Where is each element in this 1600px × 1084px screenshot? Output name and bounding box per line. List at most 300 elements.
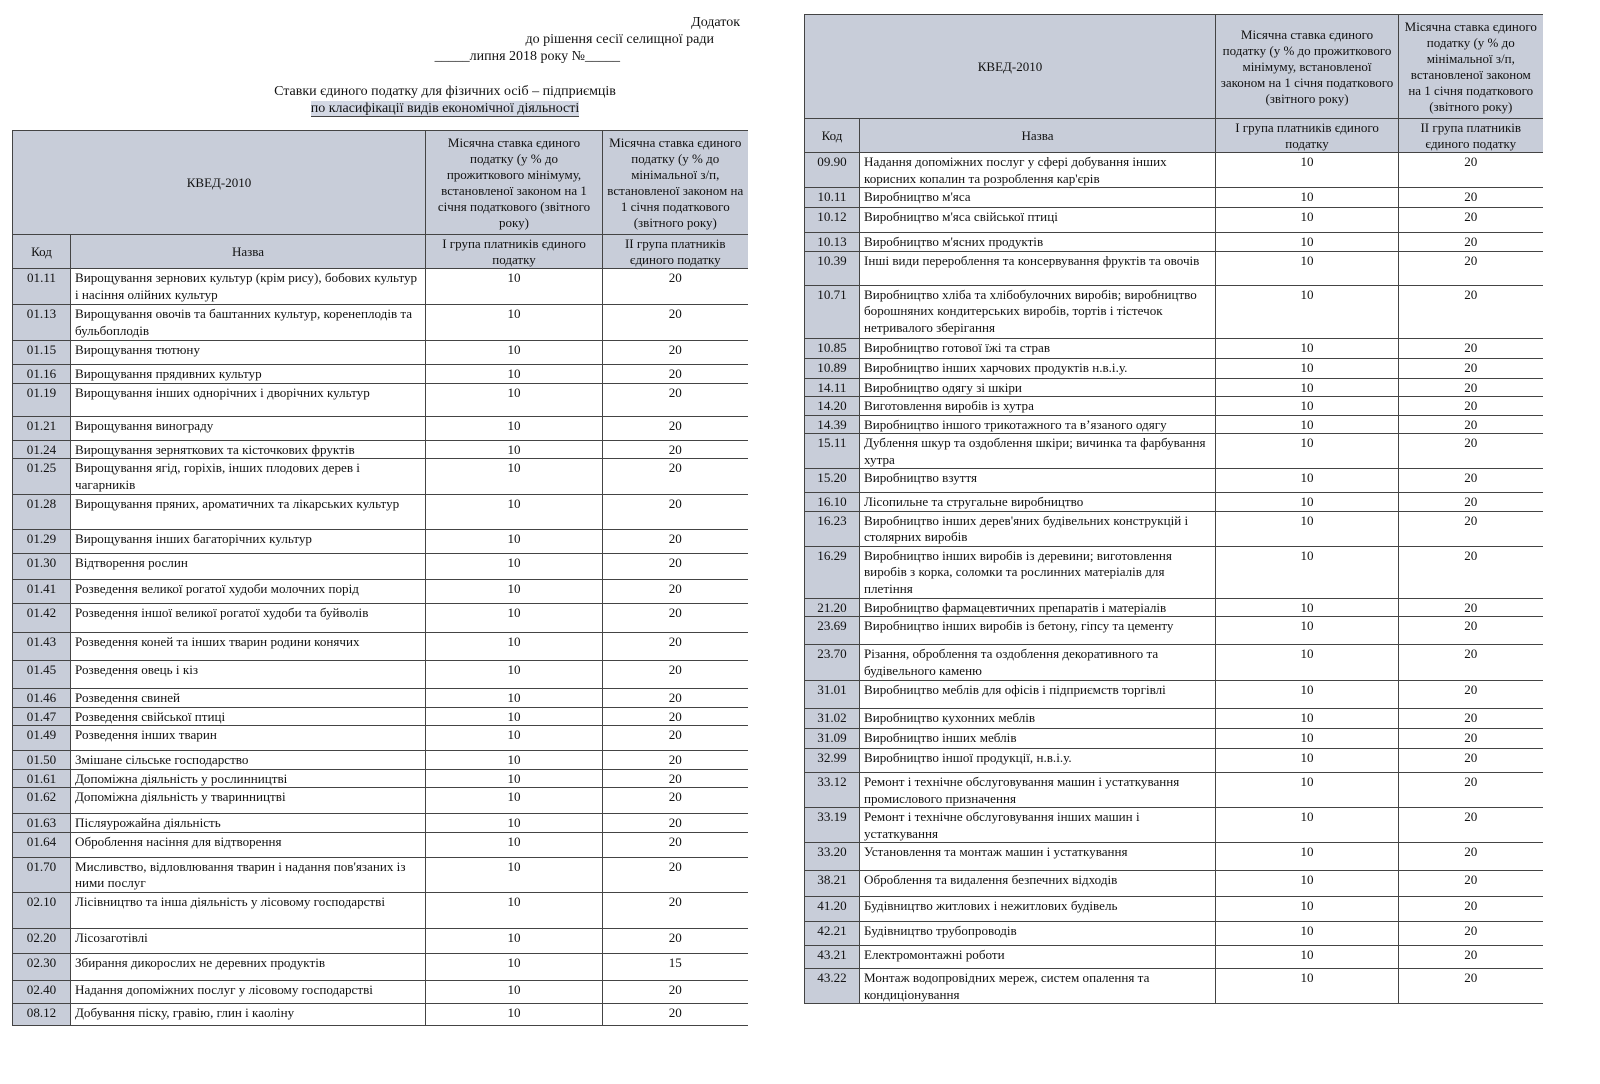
kved-code: 01.47 (13, 707, 71, 726)
group1-rate: 10 (1216, 871, 1399, 897)
activity-name: Вирощування пряних, ароматичних та лікарських культур (71, 495, 426, 530)
kved-code: 08.12 (13, 1003, 71, 1025)
group2-rate: 20 (1399, 749, 1543, 773)
table-row (13, 580, 748, 604)
group1-rate: 10 (426, 341, 603, 365)
group1-rate: 10 (426, 707, 603, 726)
table-row (13, 383, 748, 416)
group2-rate: 20 (603, 661, 748, 689)
table-row (13, 661, 748, 689)
table-row (13, 530, 748, 554)
group1-rate: 10 (1216, 598, 1399, 617)
table-row (805, 153, 1543, 188)
rate-header-1: Місячна ставка єдиного податку (у % до прожиткового мінімуму, встановленої законом на 1 січня податкового (звітного року) (1216, 15, 1399, 119)
appendix-label: Додаток (691, 15, 740, 30)
group2-rate: 20 (1399, 773, 1543, 808)
activity-name: Вирощування зернових культур (крім рису), бобових культур і насіння олійних культур (71, 269, 426, 305)
table-row (13, 769, 748, 788)
kved-code: 33.12 (805, 773, 860, 808)
group2-rate: 20 (603, 530, 748, 554)
activity-name: Виробництво взуття (860, 469, 1216, 493)
group1-rate: 10 (1216, 378, 1399, 397)
kved-code: 01.45 (13, 661, 71, 689)
table-row (805, 434, 1543, 469)
group2-rate: 20 (1399, 338, 1543, 358)
name-header: Назва (860, 119, 1216, 153)
group1-rate: 10 (426, 980, 603, 1003)
kved-code: 23.70 (805, 645, 860, 681)
kved-code: 10.89 (805, 358, 860, 378)
group2-rate: 20 (1399, 511, 1543, 546)
group2-rate: 20 (1399, 233, 1543, 252)
kved-code: 10.39 (805, 251, 860, 285)
kved-header: КВЕД-2010 (13, 131, 426, 235)
table-row (13, 633, 748, 661)
kved-header: КВЕД-2010 (805, 15, 1216, 119)
table-row (805, 598, 1543, 617)
table-row (805, 749, 1543, 773)
table-row (805, 358, 1543, 378)
group2-rate: 20 (1399, 397, 1543, 416)
left-page (0, 0, 790, 1084)
group2-rate: 20 (1399, 208, 1543, 233)
activity-name: Виробництво м'яса свійської птиці (860, 208, 1216, 233)
group2-rate: 20 (603, 554, 748, 580)
document-title: Ставки єдиного податку для фізичних осіб – підприємців (274, 84, 616, 99)
kved-code: 01.29 (13, 530, 71, 554)
group1-rate: 10 (426, 530, 603, 554)
table-row (805, 188, 1543, 208)
activity-name: Будівництво житлових і нежитлових будівель (860, 897, 1216, 922)
group1-rate: 10 (426, 269, 603, 305)
activity-name: Вирощування прядивних культур (71, 365, 426, 384)
group2-rate: 20 (603, 928, 748, 953)
group2-rate: 20 (1399, 378, 1543, 397)
kved-code: 01.50 (13, 751, 71, 770)
document-header (180, 14, 740, 117)
table-row (805, 208, 1543, 233)
kved-code: 10.13 (805, 233, 860, 252)
activity-name: Ремонт і технічне обслуговування машин і устаткування промислового призначення (860, 773, 1216, 808)
table-row (13, 928, 748, 953)
table-row (13, 416, 748, 440)
table-row (805, 546, 1543, 598)
group2-rate: 20 (603, 751, 748, 770)
table-row (805, 729, 1543, 749)
activity-name: Розведення коней та інших тварин родини конячих (71, 633, 426, 661)
group2-rate: 20 (1399, 897, 1543, 922)
table-row (805, 843, 1543, 871)
kved-code: 01.61 (13, 769, 71, 788)
group1-header: І група платників єдиного податку (1216, 119, 1399, 153)
group1-rate: 10 (1216, 709, 1399, 729)
kved-code: 01.41 (13, 580, 71, 604)
activity-name: Збирання дикорослих не деревних продуктів (71, 953, 426, 980)
activity-name: Монтаж водопровідних мереж, систем опалення та кондиціонування (860, 969, 1216, 1004)
group2-rate: 20 (1399, 251, 1543, 285)
group1-rate: 10 (426, 365, 603, 384)
group1-rate: 10 (1216, 946, 1399, 969)
group2-rate: 20 (1399, 493, 1543, 512)
activity-name: Дублення шкур та оздоблення шкіри; вичинка та фарбування хутра (860, 434, 1216, 469)
activity-name: Виготовлення виробів із хутра (860, 397, 1216, 416)
rate-header-2: Місячна ставка єдиного податку (у % до мінімальної з/п, встановленої законом на 1 січня податкового (звітного року) (1399, 15, 1543, 119)
group1-rate: 10 (426, 788, 603, 814)
group1-rate: 10 (426, 769, 603, 788)
activity-name: Виробництво меблів для офісів і підприємств торгівлі (860, 681, 1216, 709)
kved-code: 14.39 (805, 415, 860, 434)
activity-name: Виробництво інших виробів із бетону, гіпсу та цементу (860, 617, 1216, 645)
activity-name: Виробництво хліба та хлібобулочних виробів; виробництво борошняних кондитерських виробів, тортів і тістечок нетривалого зберігання (860, 285, 1216, 338)
kved-code: 01.13 (13, 305, 71, 341)
group1-rate: 10 (1216, 469, 1399, 493)
group1-rate: 10 (1216, 773, 1399, 808)
decision-date: _____липня 2018 року №_____ (434, 49, 620, 64)
kved-code: 23.69 (805, 617, 860, 645)
table-row (13, 604, 748, 633)
group1-rate: 10 (426, 495, 603, 530)
activity-name: Виробництво інших дерев'яних будівельних конструкцій і столярних виробів (860, 511, 1216, 546)
left-table-body (13, 269, 748, 1026)
kved-code: 01.70 (13, 857, 71, 892)
kved-code: 15.20 (805, 469, 860, 493)
activity-name: Лісопильне та стругальне виробництво (860, 493, 1216, 512)
activity-name: Розведення іншої великої рогатої худоби та буйволів (71, 604, 426, 633)
activity-name: Післяурожайна діяльність (71, 814, 426, 833)
table-row (805, 645, 1543, 681)
group1-rate: 10 (426, 580, 603, 604)
right-page (800, 0, 1600, 1084)
group2-rate: 20 (603, 459, 748, 495)
group2-rate: 20 (603, 707, 748, 726)
kved-code: 01.15 (13, 341, 71, 365)
activity-name: Вирощування тютюну (71, 341, 426, 365)
kved-code: 09.90 (805, 153, 860, 188)
table-row (13, 269, 748, 305)
activity-name: Виробництво інших меблів (860, 729, 1216, 749)
activity-name: Виробництво кухонних меблів (860, 709, 1216, 729)
group1-rate: 10 (426, 459, 603, 495)
table-row (13, 689, 748, 708)
activity-name: Вирощування овочів та баштанних культур, коренеплодів та бульбоплодів (71, 305, 426, 341)
table-row (13, 440, 748, 459)
activity-name: Допоміжна діяльність у рослинництві (71, 769, 426, 788)
table-row (13, 814, 748, 833)
group2-rate: 20 (1399, 645, 1543, 681)
group2-rate: 20 (1399, 358, 1543, 378)
table-row (805, 493, 1543, 512)
group1-rate: 10 (1216, 415, 1399, 434)
activity-name: Електромонтажні роботи (860, 946, 1216, 969)
group2-rate: 20 (603, 832, 748, 857)
group2-rate: 20 (603, 416, 748, 440)
group1-rate: 10 (1216, 397, 1399, 416)
group2-rate: 20 (603, 305, 748, 341)
kved-code: 15.11 (805, 434, 860, 469)
group1-rate: 10 (1216, 338, 1399, 358)
kved-code: 01.19 (13, 383, 71, 416)
group1-rate: 10 (426, 416, 603, 440)
group1-rate: 10 (426, 857, 603, 892)
activity-name: Установлення та монтаж машин і устаткування (860, 843, 1216, 871)
kved-code: 01.42 (13, 604, 71, 633)
activity-name: Розведення овець і кіз (71, 661, 426, 689)
group2-rate: 20 (603, 341, 748, 365)
activity-name: Виробництво інших харчових продуктів н.в.і.у. (860, 358, 1216, 378)
table-row (805, 285, 1543, 338)
kved-code: 31.09 (805, 729, 860, 749)
kved-code: 16.23 (805, 511, 860, 546)
group1-rate: 10 (1216, 208, 1399, 233)
activity-name: Допоміжна діяльність у тваринництві (71, 788, 426, 814)
group1-rate: 10 (1216, 358, 1399, 378)
group2-rate: 20 (1399, 729, 1543, 749)
table-row (13, 751, 748, 770)
kved-code: 16.29 (805, 546, 860, 598)
kved-code: 02.30 (13, 953, 71, 980)
group2-rate: 20 (1399, 709, 1543, 729)
right-rates-table (804, 14, 1543, 1004)
group1-rate: 10 (426, 928, 603, 953)
group1-rate: 10 (1216, 729, 1399, 749)
kved-code: 41.20 (805, 897, 860, 922)
activity-name: Надання допоміжних послуг у сфері добування інших корисних копалин та розроблення кар'єрів (860, 153, 1216, 188)
document-subtitle: по класифікації видів економічної діяльності (310, 101, 580, 116)
group1-rate: 10 (1216, 546, 1399, 598)
activity-name: Мисливство, відловлювання тварин і надання пов'язаних із ними послуг (71, 857, 426, 892)
group2-rate: 20 (1399, 946, 1543, 969)
table-row (805, 709, 1543, 729)
activity-name: Розведення інших тварин (71, 726, 426, 751)
group1-rate: 10 (426, 305, 603, 341)
group1-rate: 10 (1216, 153, 1399, 188)
table-row (13, 495, 748, 530)
group2-rate: 20 (603, 788, 748, 814)
activity-name: Вирощування зерняткових та кісточкових фруктів (71, 440, 426, 459)
kved-code: 14.20 (805, 397, 860, 416)
group1-rate: 10 (1216, 617, 1399, 645)
group1-rate: 10 (1216, 511, 1399, 546)
kved-code: 38.21 (805, 871, 860, 897)
group2-header: ІІ група платників єдиного податку (1399, 119, 1543, 153)
group2-rate: 20 (1399, 808, 1543, 843)
table-row (13, 953, 748, 980)
group2-rate: 20 (1399, 969, 1543, 1004)
kved-code: 43.21 (805, 946, 860, 969)
group1-rate: 10 (426, 633, 603, 661)
right-table-body (805, 153, 1543, 1004)
group2-rate: 20 (603, 857, 748, 892)
table-row (805, 773, 1543, 808)
group2-rate: 20 (1399, 871, 1543, 897)
rate-header-1: Місячна ставка єдиного податку (у % до прожиткового мінімуму, встановленої законом на 1 січня податкового (звітного року) (426, 131, 603, 235)
activity-name: Різання, оброблення та оздоблення декоративного та будівельного каменю (860, 645, 1216, 681)
activity-name: Виробництво іншої продукції, н.в.і.у. (860, 749, 1216, 773)
activity-name: Розведення свійської птиці (71, 707, 426, 726)
table-row (805, 681, 1543, 709)
group1-header: І група платників єдиного податку (426, 235, 603, 269)
activity-name: Вирощування винограду (71, 416, 426, 440)
kved-code: 14.11 (805, 378, 860, 397)
activity-name: Розведення свиней (71, 689, 426, 708)
activity-name: Вирощування інших однорічних і дворічних культур (71, 383, 426, 416)
activity-name: Оброблення та видалення безпечних відходів (860, 871, 1216, 897)
left-rates-table (12, 130, 748, 1026)
table-row (13, 1003, 748, 1025)
group2-rate: 20 (1399, 188, 1543, 208)
table-row (13, 788, 748, 814)
kved-code: 42.21 (805, 922, 860, 946)
activity-name: Добування піску, гравію, глин і каоліну (71, 1003, 426, 1025)
group2-rate: 20 (1399, 617, 1543, 645)
activity-name: Будівництво трубопроводів (860, 922, 1216, 946)
table-row (13, 341, 748, 365)
group1-rate: 10 (426, 383, 603, 416)
activity-name: Відтворення рослин (71, 554, 426, 580)
table-row (805, 922, 1543, 946)
activity-name: Інші види перероблення та консервування фруктів та овочів (860, 251, 1216, 285)
table-row (805, 897, 1543, 922)
kved-code: 01.43 (13, 633, 71, 661)
activity-name: Виробництво фармацевтичних препаратів і матеріалів (860, 598, 1216, 617)
group1-rate: 10 (1216, 843, 1399, 871)
kved-code: 02.10 (13, 892, 71, 928)
group1-rate: 10 (1216, 434, 1399, 469)
group2-rate: 20 (1399, 681, 1543, 709)
kved-code: 01.46 (13, 689, 71, 708)
group2-rate: 20 (1399, 843, 1543, 871)
group1-rate: 10 (426, 892, 603, 928)
table-row (13, 726, 748, 751)
group2-rate: 20 (603, 383, 748, 416)
group2-rate: 20 (1399, 546, 1543, 598)
table-row (805, 617, 1543, 645)
group2-header: ІІ група платників єдиного податку (603, 235, 748, 269)
table-row (805, 415, 1543, 434)
kved-code: 31.01 (805, 681, 860, 709)
table-row (13, 857, 748, 892)
table-row (805, 397, 1543, 416)
group1-rate: 10 (426, 953, 603, 980)
table-row (805, 969, 1543, 1004)
kved-code: 10.11 (805, 188, 860, 208)
kved-code: 10.71 (805, 285, 860, 338)
kved-code: 01.16 (13, 365, 71, 384)
group1-rate: 10 (1216, 808, 1399, 843)
kved-code: 10.85 (805, 338, 860, 358)
kved-code: 01.25 (13, 459, 71, 495)
activity-name: Виробництво іншого трикотажного та в’язаного одягу (860, 415, 1216, 434)
table-row (805, 233, 1543, 252)
kved-code: 01.28 (13, 495, 71, 530)
group1-rate: 10 (426, 751, 603, 770)
activity-name: Виробництво м'яса (860, 188, 1216, 208)
table-row (805, 871, 1543, 897)
group1-rate: 10 (426, 814, 603, 833)
table-row (805, 511, 1543, 546)
kved-code: 02.40 (13, 980, 71, 1003)
group1-rate: 10 (1216, 188, 1399, 208)
group1-rate: 10 (1216, 251, 1399, 285)
kved-code: 02.20 (13, 928, 71, 953)
kved-code: 43.22 (805, 969, 860, 1004)
group1-rate: 10 (1216, 493, 1399, 512)
activity-name: Ремонт і технічне обслуговування інших машин і устаткування (860, 808, 1216, 843)
code-header: Код (805, 119, 860, 153)
table-row (13, 305, 748, 341)
table-row (13, 980, 748, 1003)
group2-rate: 20 (603, 814, 748, 833)
table-row (13, 554, 748, 580)
kved-code: 33.19 (805, 808, 860, 843)
name-header: Назва (71, 235, 426, 269)
kved-code: 32.99 (805, 749, 860, 773)
table-row (805, 808, 1543, 843)
group1-rate: 10 (426, 440, 603, 459)
group2-rate: 20 (603, 726, 748, 751)
kved-code: 01.30 (13, 554, 71, 580)
kved-code: 01.21 (13, 416, 71, 440)
kved-code: 31.02 (805, 709, 860, 729)
table-row (13, 707, 748, 726)
activity-name: Виробництво готової їжі та страв (860, 338, 1216, 358)
group2-rate: 20 (603, 633, 748, 661)
group1-rate: 10 (1216, 233, 1399, 252)
group2-rate: 20 (1399, 434, 1543, 469)
table-row (13, 892, 748, 928)
activity-name: Вирощування інших багаторічних культур (71, 530, 426, 554)
group2-rate: 20 (1399, 153, 1543, 188)
activity-name: Оброблення насіння для відтворення (71, 832, 426, 857)
table-row (805, 469, 1543, 493)
group2-rate: 20 (603, 604, 748, 633)
kved-code: 21.20 (805, 598, 860, 617)
group2-rate: 20 (603, 580, 748, 604)
group2-rate: 20 (1399, 469, 1543, 493)
kved-code: 01.24 (13, 440, 71, 459)
kved-code: 10.12 (805, 208, 860, 233)
code-header: Код (13, 235, 71, 269)
kved-code: 01.49 (13, 726, 71, 751)
table-row (805, 251, 1543, 285)
group1-rate: 10 (426, 832, 603, 857)
group1-rate: 10 (1216, 681, 1399, 709)
group1-rate: 10 (1216, 969, 1399, 1004)
activity-name: Вирощування ягід, горіхів, інших плодових дерев і чагарників (71, 459, 426, 495)
activity-name: Виробництво м'ясних продуктів (860, 233, 1216, 252)
group2-rate: 20 (603, 769, 748, 788)
activity-name: Лісівництво та інша діяльність у лісовому господарстві (71, 892, 426, 928)
rate-header-2: Місячна ставка єдиного податку (у % до мінімальної з/п, встановленої законом на 1 січня податкового (звітного року) (603, 131, 748, 235)
group1-rate: 10 (1216, 285, 1399, 338)
decision-reference: до рішення сесії селищної ради (525, 32, 714, 47)
table-row (805, 378, 1543, 397)
activity-name: Лісозаготівлі (71, 928, 426, 953)
group2-rate: 15 (603, 953, 748, 980)
group2-rate: 20 (1399, 285, 1543, 338)
group2-rate: 20 (603, 269, 748, 305)
table-row (805, 946, 1543, 969)
activity-name: Виробництво інших виробів із деревини; виготовлення виробів з корка, соломки та рослинних матеріалів для плетіння (860, 546, 1216, 598)
kved-code: 16.10 (805, 493, 860, 512)
kved-code: 01.11 (13, 269, 71, 305)
group2-rate: 20 (603, 892, 748, 928)
activity-name: Надання допоміжних послуг у лісовому господарстві (71, 980, 426, 1003)
group2-rate: 20 (603, 1003, 748, 1025)
group1-rate: 10 (1216, 645, 1399, 681)
group2-rate: 20 (603, 440, 748, 459)
group1-rate: 10 (1216, 749, 1399, 773)
